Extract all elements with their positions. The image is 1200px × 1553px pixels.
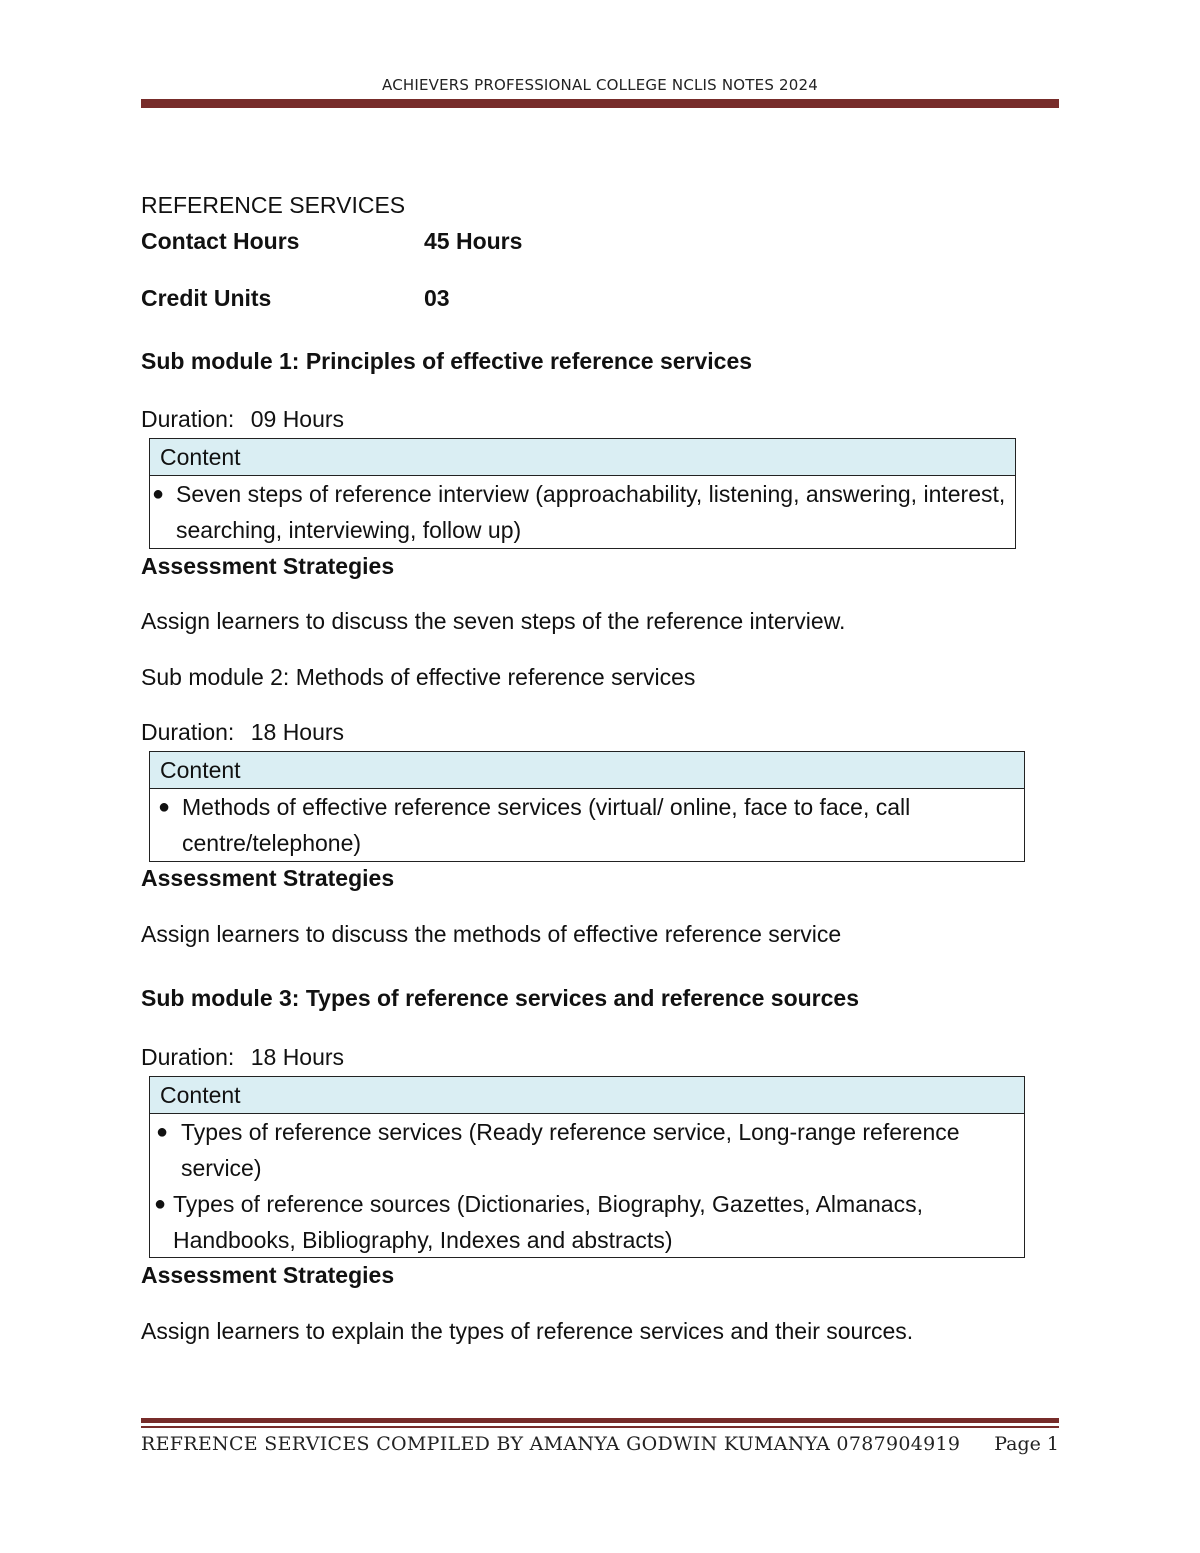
page-number: Page 1 — [994, 1433, 1059, 1455]
credit-units-label: Credit Units — [141, 285, 272, 311]
submodule-2-assessment-text: Assign learners to discuss the methods of effective reference service — [141, 921, 842, 947]
submodule-3-title: Sub module 3: Types of reference services and reference sources — [141, 985, 859, 1011]
content-item-line: Seven steps of reference interview (approachability, listening, answering, interest, — [176, 481, 1006, 507]
content-item — [150, 1114, 1024, 1186]
content-item — [150, 476, 1015, 548]
content-header: Content — [150, 1077, 1024, 1114]
contact-hours-label: Contact Hours — [141, 228, 300, 254]
footer-rule — [141, 1426, 1059, 1428]
header-rule — [141, 99, 1059, 108]
content-item-line: Methods of effective reference services (virtual/ online, face to face, call — [182, 794, 911, 820]
duration-label: Duration: — [141, 1044, 235, 1070]
submodule-3-assessment-text: Assign learners to explain the types of reference services and their sources. — [141, 1318, 914, 1344]
content-item-line: Types of reference sources (Dictionaries, Biography, Gazettes, Almanacs, — [173, 1191, 923, 1217]
bullet-icon: ● — [152, 483, 165, 505]
duration-value: 18 Hours — [250, 719, 345, 745]
duration-label: Duration: — [141, 719, 235, 745]
submodule-1-duration — [141, 406, 344, 433]
submodule-2-duration — [141, 719, 344, 746]
content-item-line: Types of reference services (Ready reference service, Long-range reference — [181, 1119, 960, 1145]
submodule-3-content-table — [149, 1076, 1025, 1258]
content-header: Content — [150, 752, 1024, 789]
credit-units-row — [141, 285, 450, 312]
content-item-line: Handbooks, Bibliography, Indexes and abstracts) — [173, 1227, 673, 1253]
submodule-1-title: Sub module 1: Principles of effective reference services — [141, 348, 753, 374]
content-item — [150, 1186, 1024, 1258]
duration-value: 18 Hours — [250, 1044, 345, 1070]
bullet-icon: ● — [158, 796, 171, 818]
document-title: REFERENCE SERVICES — [141, 192, 406, 218]
submodule-2-content-table — [149, 751, 1025, 862]
bullet-icon: ● — [154, 1193, 167, 1215]
content-item-line: searching, interviewing, follow up) — [176, 517, 522, 543]
credit-units-value: 03 — [424, 285, 450, 311]
submodule-1-assessment-title: Assessment Strategies — [141, 553, 395, 579]
content-header: Content — [150, 439, 1015, 476]
bullet-icon: ● — [156, 1121, 169, 1143]
footer-rule — [141, 1418, 1059, 1423]
submodule-2-title: Sub module 2: Methods of effective reference services — [141, 664, 696, 690]
submodule-1-assessment-text: Assign learners to discuss the seven steps of the reference interview. — [141, 608, 846, 634]
contact-hours-row — [141, 228, 523, 255]
running-header: ACHIEVERS PROFESSIONAL COLLEGE NCLIS NOTES 2024 — [382, 76, 818, 94]
submodule-1-content-table — [149, 438, 1016, 549]
running-footer: REFRENCE SERVICES COMPILED BY AMANYA GODWIN KUMANYA 0787904919 — [141, 1433, 961, 1455]
content-item — [150, 789, 1024, 861]
submodule-3-duration — [141, 1044, 344, 1071]
content-item-line: service) — [181, 1155, 262, 1181]
contact-hours-value: 45 Hours — [424, 228, 523, 254]
submodule-3-assessment-title: Assessment Strategies — [141, 1262, 395, 1288]
duration-value: 09 Hours — [250, 406, 345, 432]
submodule-2-assessment-title: Assessment Strategies — [141, 865, 395, 891]
duration-label: Duration: — [141, 406, 235, 432]
content-item-line: centre/telephone) — [182, 830, 362, 856]
